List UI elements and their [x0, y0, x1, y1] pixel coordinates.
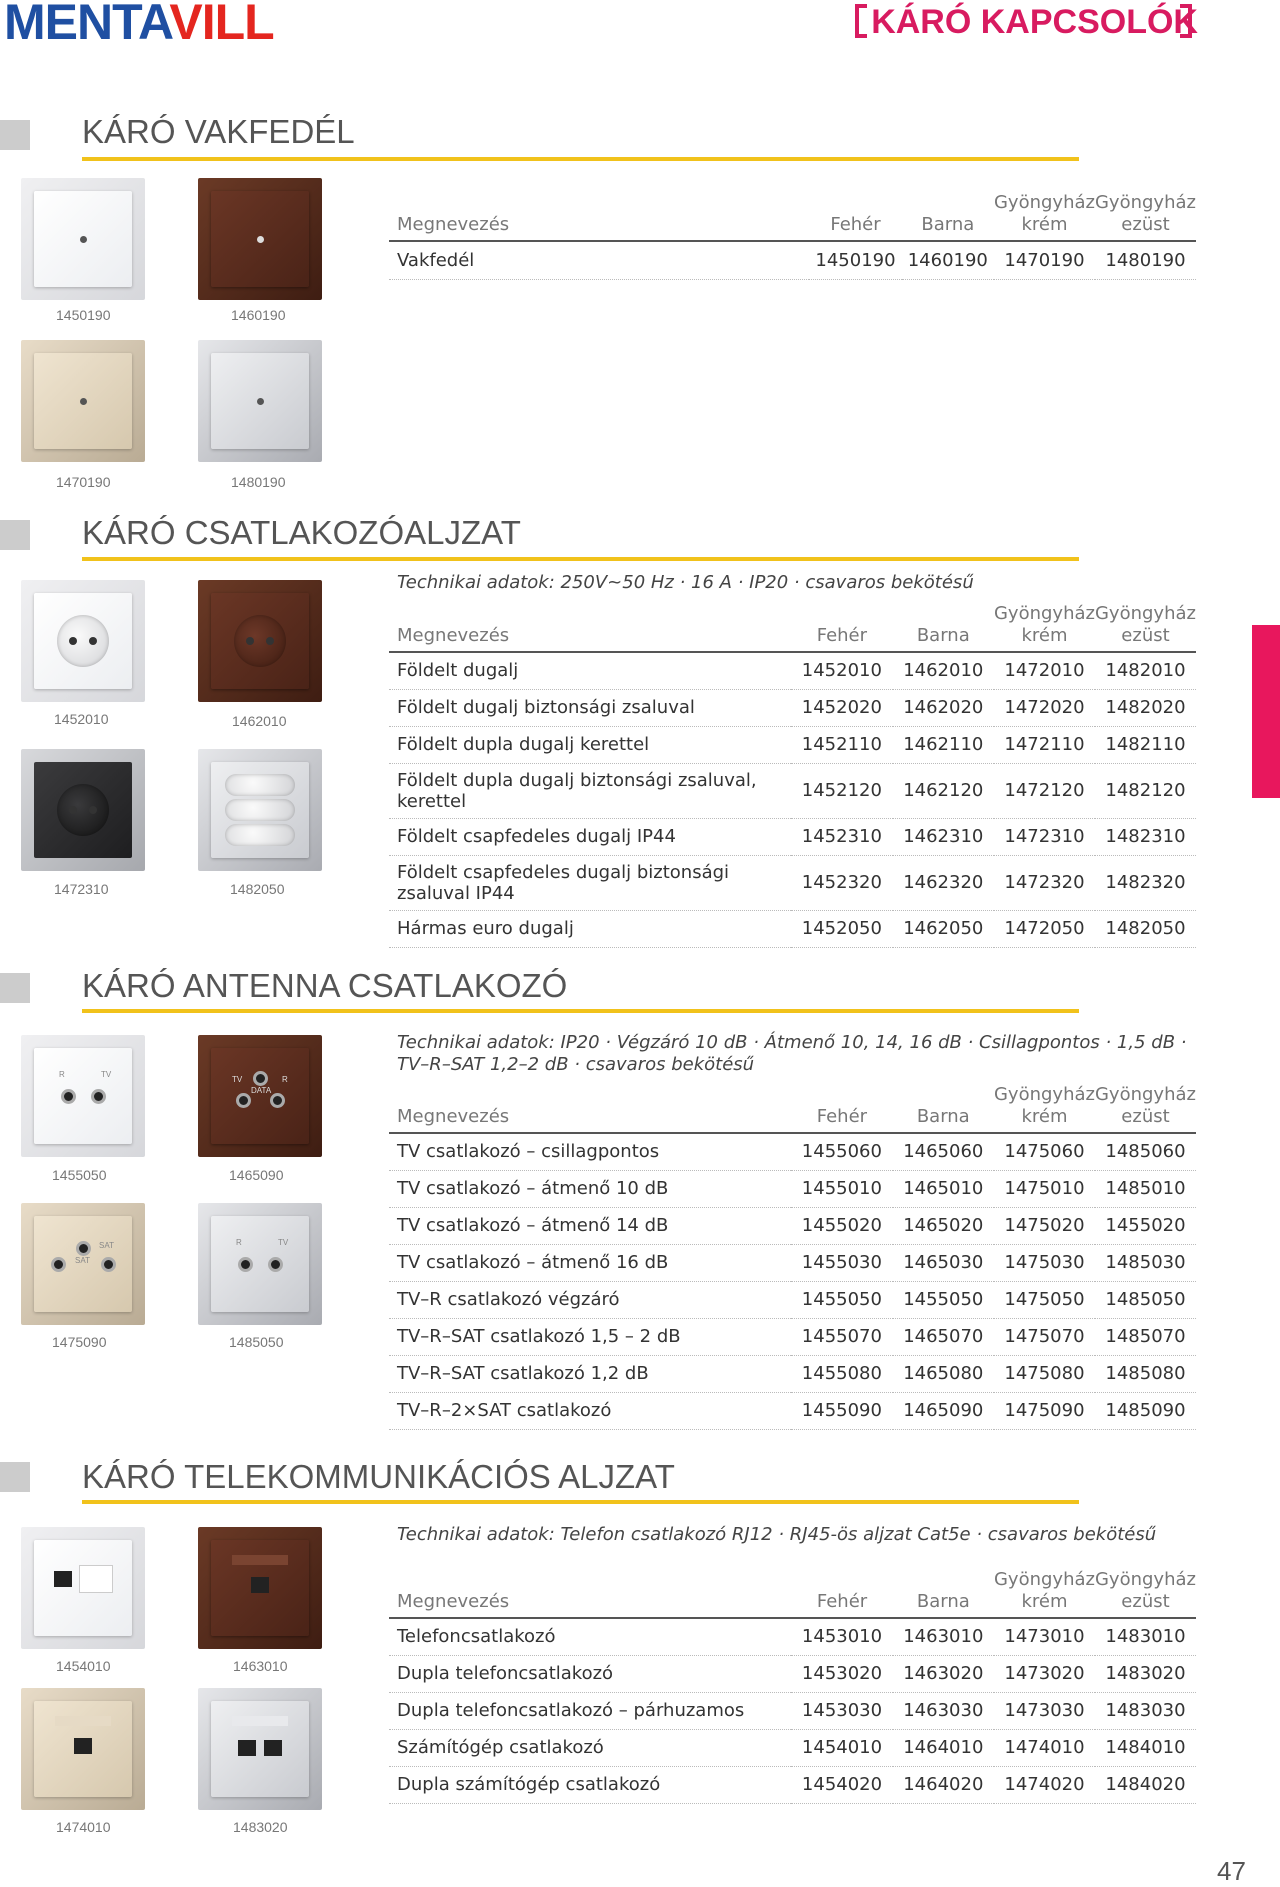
section-title-vakfedel: KÁRÓ VAKFEDÉL	[82, 113, 355, 150]
thumb-code: 1450190	[56, 307, 111, 323]
thumb-code: 1472310	[54, 881, 109, 897]
product-table-vakfedel	[389, 185, 1196, 280]
product-thumb	[21, 178, 145, 300]
table-row: TV csatlakozó – átmenő 16 dB 1455030 1465030 1475030 1485030	[389, 1244, 1196, 1281]
socket-thumb	[21, 580, 145, 702]
table-row: Földelt csapfedeles dugalj biztonsági zsaluval IP44 1452320 1462320 1472320 1482320	[389, 855, 1196, 910]
section-marker	[0, 520, 30, 550]
side-tab-marker	[1252, 625, 1280, 798]
section-title-antenna: KÁRÓ ANTENNA CSATLAKOZÓ	[82, 967, 568, 1004]
table-row: Dupla telefoncsatlakozó – párhuzamos 1453030 1463030 1473030 1483030	[389, 1692, 1196, 1729]
telecom-thumb	[21, 1527, 145, 1649]
col-name: Megnevezés	[389, 185, 809, 241]
section-rule	[82, 1500, 1079, 1504]
telecom-thumb	[198, 1527, 322, 1649]
section-marker	[0, 120, 30, 150]
socket-thumb	[21, 749, 145, 871]
table-row: Földelt csapfedeles dugalj IP44 1452310 1462310 1472310 1482310	[389, 818, 1196, 855]
tech-data: Technikai adatok: 250V~50 Hz · 16 A · IP20 · csavaros bekötésű	[397, 572, 974, 593]
telecom-thumb	[21, 1688, 145, 1810]
col-cream: Gyöngyház krém	[994, 185, 1095, 241]
antenna-thumb: SAT SAT	[21, 1203, 145, 1325]
section-rule	[82, 157, 1079, 161]
thumb-code: 1485050	[229, 1334, 284, 1350]
table-row: Földelt dugalj biztonsági zsaluval 1452020 1462020 1472020 1482020	[389, 689, 1196, 726]
thumb-code: 1462010	[232, 713, 287, 729]
socket-thumb	[198, 580, 322, 702]
table-row: Földelt dupla dugalj biztonsági zsaluval, kerettel 1452120 1462120 1472120 1482120	[389, 763, 1196, 818]
table-row: TV–R–SAT csatlakozó 1,2 dB 1455080 1465080 1475080 1485080	[389, 1355, 1196, 1392]
section-title-csatlakozoaljzat: KÁRÓ CSATLAKOZÓALJZAT	[82, 514, 521, 551]
table-row: Számítógép csatlakozó 1454010 1464010 1474010 1484010	[389, 1729, 1196, 1766]
antenna-thumb: R TV	[198, 1203, 322, 1325]
table-row: Vakfedél 1450190 1460190 1470190 1480190	[389, 241, 1196, 279]
header-bracket-left	[855, 4, 867, 38]
page-number: 47	[1217, 1856, 1246, 1886]
table-row: TV–R csatlakozó végzáró 1455050 1455050 1475050 1485050	[389, 1281, 1196, 1318]
antenna-thumb: TV DATA R	[198, 1035, 322, 1157]
col-brown: Barna	[902, 185, 994, 241]
section-rule	[82, 557, 1079, 561]
table-row: TV–R–SAT csatlakozó 1,5 – 2 dB 1455070 1465070 1475070 1485070	[389, 1318, 1196, 1355]
thumb-code: 1482050	[230, 881, 285, 897]
thumb-code: 1483020	[233, 1819, 288, 1835]
col-white: Fehér	[809, 185, 901, 241]
brand-logo: MENTAVILL	[4, 0, 274, 50]
table-row: TV–R–2×SAT csatlakozó 1455090 1465090 1475090 1485090	[389, 1392, 1196, 1429]
table-row: Földelt dupla dugalj kerettel 1452110 1462110 1472110 1482110	[389, 726, 1196, 763]
table-row: Hármas euro dugalj 1452050 1462050 1472050 1482050	[389, 910, 1196, 947]
header-bracket-right	[1180, 4, 1192, 38]
socket-thumb	[198, 749, 322, 871]
thumb-code: 1455050	[52, 1167, 107, 1183]
thumb-code: 1470190	[56, 474, 111, 490]
section-rule	[82, 1009, 1079, 1013]
table-row: Telefoncsatlakozó 1453010 1463010 1473010 1483010	[389, 1618, 1196, 1655]
product-table-antenna: Megnevezés Fehér Barna Gyöngyház krém Gyöngyház ezüst TV csatlakozó – csillagpontos 1455060 1465060 1475060 1485060 TV csatlakozó – átmenő 10 dB 1455010 1465010 1475010 1485010 TV csatlakozó – átmenő 14 dB 1455020 1465020 1475020 1455020 TV csatlakozó – átmenő 16 dB 1455030 1465030 1475030 1485030 TV–R csatlakozó végzáró 1455050 1455050 1475050 1485050 TV–R–SAT csatlakozó 1,5 – 2 dB 1455070 1465070 1475070 1485070 TV–R–SAT csatlakozó 1,2 dB 1455080 1465080 1475080 1485080 TV–R–2×SAT csatlakozó 1455090 1465090 1475090 1485090	[389, 1081, 1196, 1430]
product-thumb	[21, 340, 145, 462]
section-marker	[0, 973, 30, 1003]
table-row: TV csatlakozó – csillagpontos 1455060 1465060 1475060 1485060	[389, 1133, 1196, 1170]
product-thumb	[198, 178, 322, 300]
thumb-code: 1465090	[229, 1167, 284, 1183]
product-table-csatlakozoaljzat: Megnevezés Fehér Barna Gyöngyház krém Gyöngyház ezüst Földelt dugalj 1452010 1462010 1472010 1482010 Földelt dugalj biztonsági zsaluval 1452020 1462020 1472020 1482020 Földelt dupla dugalj kerettel 1452110 1462110 1472110 1482110 Földelt dupla dugalj biztonsági zsaluval, kerettel 1452120 1462120 1472120 1482120 Földelt csapfedeles dugalj IP44 1452310 1462310 1472310 1482310 Földelt csapfedeles dugalj biztonsági zsaluval IP44 1452320 1462320 1472320 1482320 Hármas euro dugalj 1452050 1462050 1472050 1482050	[389, 596, 1196, 948]
col-silver: Gyöngyház ezüst	[1095, 185, 1196, 241]
antenna-thumb: R TV	[21, 1035, 145, 1157]
tech-data: Technikai adatok: Telefon csatlakozó RJ12 · RJ45-ös aljzat Cat5e · csavaros bekötésű	[397, 1524, 1157, 1545]
thumb-code: 1454010	[56, 1658, 111, 1674]
thumb-code: 1452010	[54, 711, 109, 727]
table-row: Dupla telefoncsatlakozó 1453020 1463020 1473020 1483020	[389, 1655, 1196, 1692]
table-row: Dupla számítógép csatlakozó 1454020 1464020 1474020 1484020	[389, 1766, 1196, 1803]
product-thumb	[198, 340, 322, 462]
thumb-code: 1475090	[52, 1334, 107, 1350]
thumb-code: 1463010	[233, 1658, 288, 1674]
table-row: TV csatlakozó – átmenő 14 dB 1455020 1465020 1475020 1455020	[389, 1207, 1196, 1244]
table-row: TV csatlakozó – átmenő 10 dB 1455010 1465010 1475010 1485010	[389, 1170, 1196, 1207]
product-table-telekom: Megnevezés Fehér Barna Gyöngyház krém Gyöngyház ezüst Telefoncsatlakozó 1453010 1463010 1473010 1483010 Dupla telefoncsatlakozó 1453020 1463020 1473020 1483020 Dupla telefoncsatlakozó – párhuzamos 1453030 1463030 1473030 1483030 Számítógép csatlakozó 1454010 1464010 1474010 1484010 Dupla számítógép csatlakozó 1454020 1464020 1474020 1484020	[389, 1566, 1196, 1804]
thumb-code: 1474010	[56, 1819, 111, 1835]
table-row: Földelt dugalj 1452010 1462010 1472010 1482010	[389, 652, 1196, 689]
thumb-code: 1460190	[231, 307, 286, 323]
section-title-telekom: KÁRÓ TELEKOMMUNIKÁCIÓS ALJZAT	[82, 1458, 675, 1495]
thumb-code: 1480190	[231, 474, 286, 490]
section-marker	[0, 1462, 30, 1492]
tech-data: Technikai adatok: IP20 · Végzáró 10 dB · Átmenő 10, 14, 16 dB · Csillagpontos · 1,5 dB · TV–R–SAT 1,2–2 dB · csavaros bekötésű	[397, 1032, 1187, 1075]
telecom-thumb	[198, 1688, 322, 1810]
header-title: KÁRÓ KAPCSOLÓK	[871, 3, 1198, 41]
